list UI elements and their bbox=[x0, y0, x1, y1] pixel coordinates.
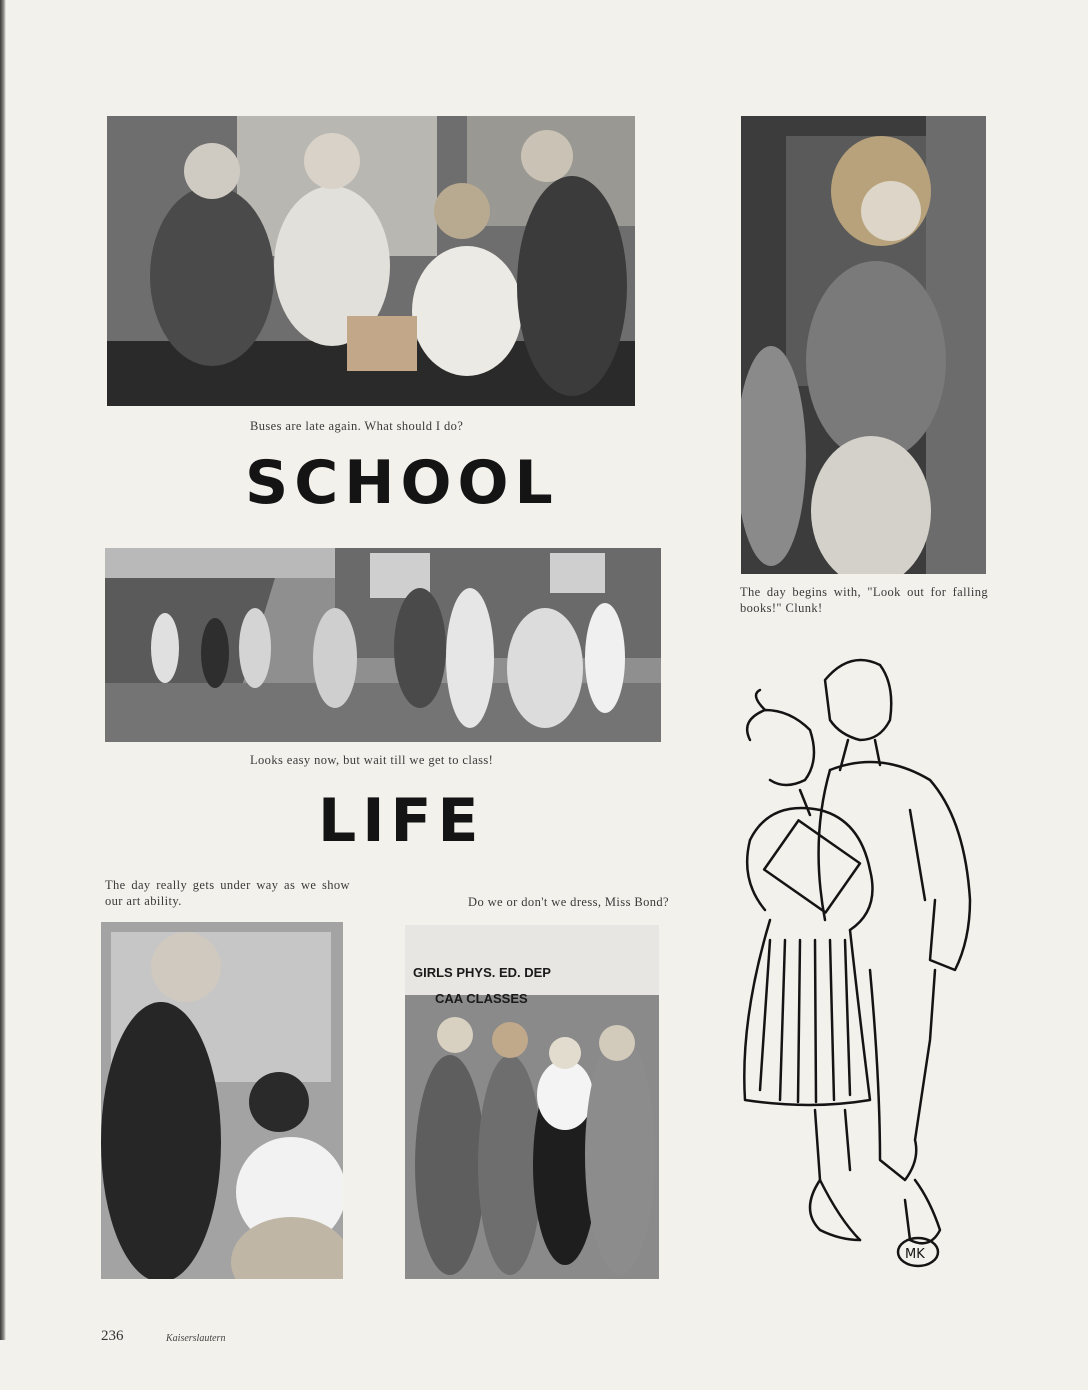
photo-art-class bbox=[101, 922, 343, 1279]
banner-line1: GIRLS PHYS. ED. DEP bbox=[413, 965, 551, 980]
page-number: 236 bbox=[101, 1328, 124, 1344]
heading-life: LIFE bbox=[318, 786, 485, 856]
banner-line2: CAA CLASSES bbox=[435, 991, 528, 1006]
artist-signature: MK bbox=[905, 1247, 925, 1262]
running-title: Kaiserslautern bbox=[166, 1333, 226, 1344]
caption-art: The day really gets under way as we show our art ability. bbox=[105, 878, 350, 908]
couple-illustration bbox=[730, 640, 1005, 1280]
page-binding-edge bbox=[0, 0, 6, 1340]
caption-walking: Looks easy now, but wait till we get to class! bbox=[250, 753, 494, 767]
photo-walking-students bbox=[105, 548, 661, 742]
caption-locker: The day begins with, "Look out for falling books!" Clunk! bbox=[740, 585, 988, 615]
heading-school: SCHOOL bbox=[245, 448, 559, 518]
caption-dress: Do we or don't we dress, Miss Bond? bbox=[468, 895, 669, 909]
photo-locker bbox=[741, 116, 986, 574]
caption-buses: Buses are late again. What should I do? bbox=[250, 419, 464, 433]
photo-bus-counter bbox=[107, 116, 635, 406]
photo-phys-ed bbox=[405, 925, 659, 1279]
